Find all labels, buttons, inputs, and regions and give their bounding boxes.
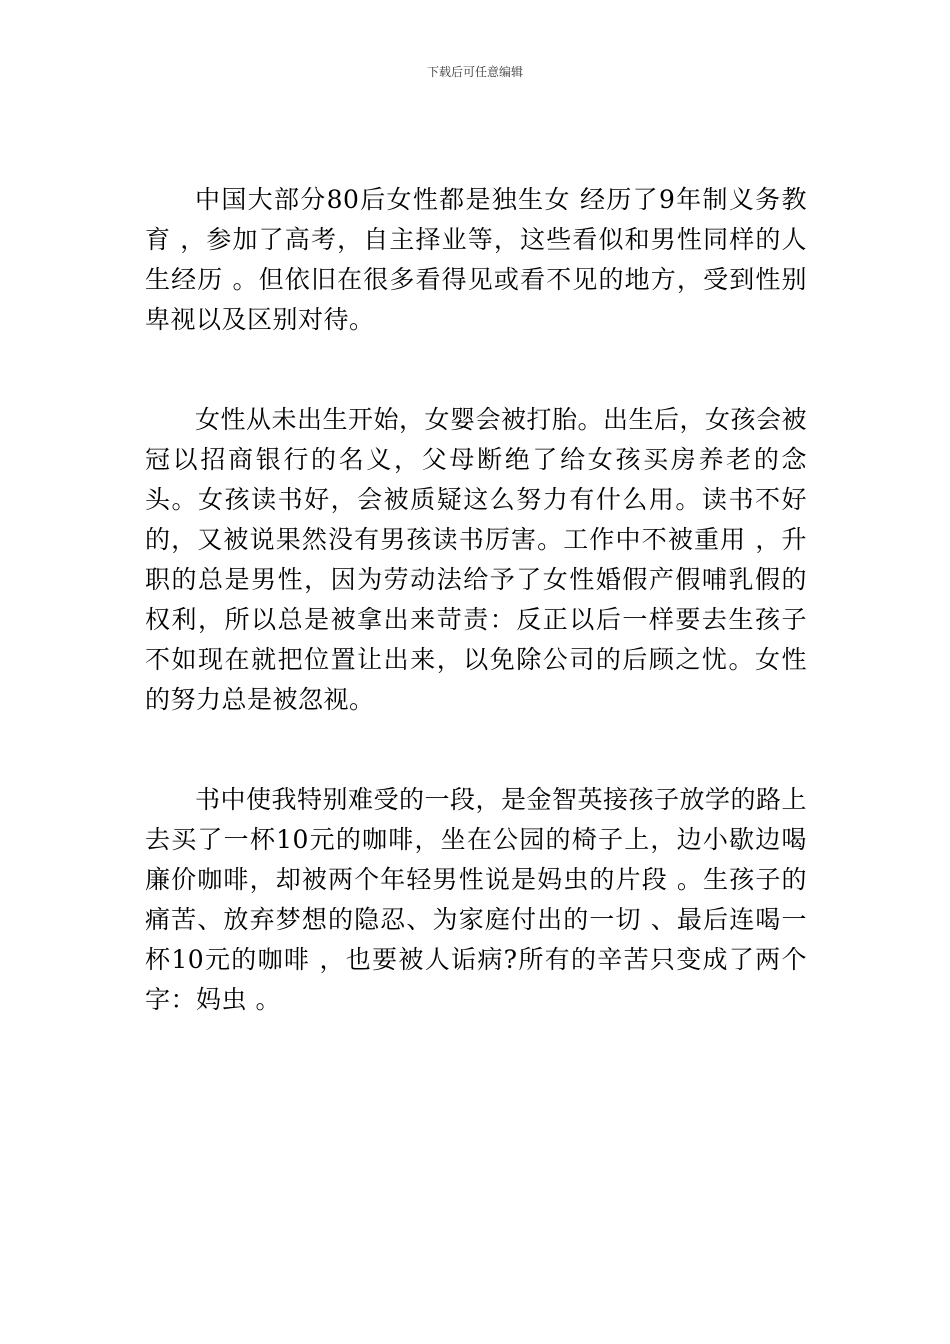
paragraph-1: 中国大部分80后女性都是独生女 经历了9年制义务教育 ，参加了高考，自主择业等，这些看似和男性同样的人生经历 。但依旧在很多看得见或看不见的地方，受到性别卑视以及区别对待。 (145, 185, 807, 334)
paragraph-2: 女性从未出生开始，女婴会被打胎。出生后，女孩会被冠以招商银行的名义，父母断绝了给女孩买房养老的念头。女孩读书好，会被质疑这么努力有什么用。读书不好的，又被说果然没有男孩读书厉害。工作中不被重用 ，升职的总是男性，因为劳动法给予了女性婚假产假哺乳假的权利，所以总是被拿出来苛责：反正以后一样要去生孩子不如现在就把位置让出来，以免除公司的后顾之忧。女性的努力总是被忽视。 (145, 405, 808, 714)
document-body (145, 180, 807, 1080)
paragraph-3: 书中使我特别难受的一段，是金智英接孩子放学的路上去买了一杯10元的咖啡，坐在公园的椅子上，边小歇边喝廉价咖啡，却被两个年轻男性说是妈虫的片段 。生孩子的痛苦、放弃梦想的隐忍、为家庭付出的一切 、最后连喝一杯10元的咖啡 ，也要被人诟病?所有的辛苦只变成了两个字：妈虫 。 (145, 785, 808, 1014)
page-header: 下载后可任意编辑 (426, 65, 523, 79)
